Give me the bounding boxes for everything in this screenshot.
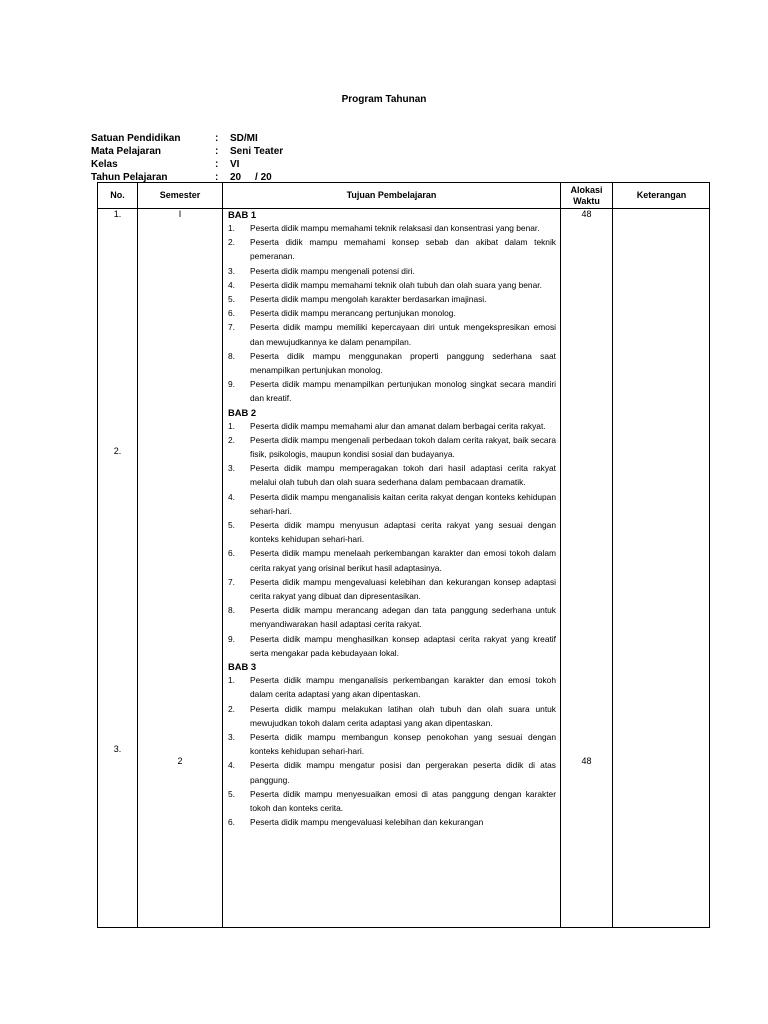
list-item [228, 575, 556, 603]
item-number: 8. [228, 350, 235, 361]
list-item [228, 349, 556, 377]
item-number: 5. [228, 294, 235, 305]
item-number: 4. [228, 491, 235, 502]
list-item [228, 235, 556, 263]
list-item [228, 278, 556, 292]
item-number: 6. [228, 308, 235, 319]
item-text: Peserta didik mampu mengenali potensi diri. [250, 265, 415, 276]
bab-heading: BAB 3 [228, 661, 257, 673]
document-meta [91, 132, 283, 184]
item-number: 7. [228, 322, 235, 333]
list-item [228, 461, 556, 489]
item-text: Peserta didik mampu melakukan latihan olah tubuh dan olah suara untuk mewujudkan tokoh dalam cerita adaptasi yang akan dipentaskan. [250, 703, 556, 728]
item-number: 3. [228, 463, 235, 474]
item-number: 5. [228, 520, 235, 531]
header-semester: Semester [159, 190, 201, 200]
list-item [228, 292, 556, 306]
item-number: 1. [228, 420, 235, 431]
item-text: Peserta didik mampu memperagakan tokoh dari hasil adaptasi cerita rakyat melalui olah tubuh dan olah suara sederhana dalam pembacaan dramatik. [250, 463, 556, 488]
item-number: 9. [228, 379, 235, 390]
meta-colon: : [215, 146, 219, 157]
item-number: 3. [228, 265, 235, 276]
item-text: Peserta didik mampu memahami teknik relaksasi dan konsentrasi yang benar. [250, 223, 540, 233]
header-no: No. [110, 190, 125, 200]
item-text: Peserta didik mampu menyesuaikan emosi di atas panggung dengan karakter tokoh dan konteks cerita. [250, 788, 556, 813]
item-number: 7. [228, 576, 235, 587]
list-item [228, 419, 556, 433]
meta-row-kelas [91, 158, 283, 171]
list-item [228, 320, 556, 348]
item-number: 2. [228, 434, 235, 445]
item-number: 6. [228, 548, 235, 559]
item-text: Peserta didik mampu mengenali perbedaan tokoh dalam cerita rakyat, baik secara fisik, psikologis, maupun kondisi sosial dan budayanya. [250, 434, 556, 460]
meta-value: VI [230, 159, 240, 170]
list-item [228, 518, 556, 546]
item-number: 4. [228, 279, 235, 290]
item-text: Peserta didik mampu membangun konsep penokohan yang sesuai dengan konteks kehidupan sehari-hari. [250, 731, 556, 757]
item-text: Peserta didik mampu menghasilkan konsep adaptasi cerita rakyat yang kreatif serta mengakar pada kebudayaan lokal. [250, 633, 556, 658]
meta-row-mapel [91, 145, 283, 158]
list-item [228, 815, 556, 829]
header-tujuan: Tujuan Pembelajaran [346, 190, 437, 200]
item-text: Peserta didik mampu mengevaluasi kelebihan dan kekurangan konsep adaptasi cerita rakyat yang dibuat dan dipresentasikan. [250, 576, 556, 602]
item-text: Peserta didik mampu merancang pertunjukan monolog. [250, 308, 456, 319]
item-number: 8. [228, 605, 235, 616]
list-item [228, 433, 556, 461]
column-divider [222, 183, 223, 927]
item-text: Peserta didik mampu memiliki kepercayaan diri untuk mengekspresikan emosi dan mewujudkannya ke dalam penampilan. [250, 322, 556, 347]
item-text: Peserta didik mampu menganalisis kaitan cerita rakyat dengan konteks kehidupan sehari-hari. [250, 491, 556, 516]
meta-value: SD/MI [230, 133, 258, 144]
list-item [228, 758, 556, 786]
item-number: 9. [228, 633, 235, 644]
list-item [228, 377, 556, 405]
list-item [228, 632, 556, 660]
list-item [228, 221, 556, 235]
meta-colon: : [215, 159, 219, 170]
header-alokasi: Alokasi Waktu [570, 184, 603, 206]
item-text: Peserta didik mampu memahami teknik olah tubuh dan olah suara yang benar. [250, 279, 542, 290]
item-number: 2. [228, 237, 235, 248]
item-text: Peserta didik mampu menampilkan pertunjukan monolog singkat secara mandiri dan kreatif. [250, 379, 556, 404]
row-number: 2. [113, 446, 122, 456]
meta-colon: : [215, 172, 219, 183]
meta-label: Kelas [91, 159, 118, 170]
item-number: 1. [228, 675, 235, 686]
item-text: Peserta didik mampu merancang adegan dan tata panggung sederhana untuk menyandiwarakan hasil adaptasi cerita rakyat. [250, 605, 556, 630]
column-divider [560, 183, 561, 927]
item-text: Peserta didik mampu mengatur posisi dan pergerakan peserta didik di atas panggung. [250, 760, 556, 785]
item-text: Peserta didik mampu menggunakan properti panggung sederhana saat menampilkan pertunjukan monolog. [250, 350, 556, 376]
row-number: 3. [113, 744, 122, 754]
item-number: 1. [228, 223, 235, 233]
item-text: Peserta didik mampu menelaah perkembangan karakter dan emosi tokoh dalam cerita rakyat yang orisinal berikut hasil adaptasinya. [250, 548, 556, 573]
header-keterangan: Keterangan [636, 190, 687, 200]
item-text: Peserta didik mampu menyusun adaptasi cerita rakyat yang sesuai dengan konteks kehidupan sehari-hari. [250, 520, 556, 545]
column-divider [612, 183, 613, 927]
bab-heading: BAB 2 [228, 406, 257, 418]
alokasi-value: 48 [581, 756, 592, 766]
tujuan-column [228, 208, 556, 829]
meta-label: Satuan Pendidikan [91, 133, 181, 144]
item-text: Peserta didik mampu mengolah karakter berdasarkan imajinasi. [250, 294, 487, 305]
meta-label: Tahun Pelajaran [91, 172, 168, 183]
list-item [228, 264, 556, 278]
list-item [228, 490, 556, 518]
item-text: Peserta didik mampu memahami konsep sebab dan akibat dalam teknik pemeranan. [250, 237, 556, 262]
alokasi-value: 48 [581, 209, 592, 219]
list-item [228, 546, 556, 574]
semester-value: 2 [177, 756, 183, 766]
page-title: Program Tahunan [341, 94, 427, 105]
item-number: 5. [228, 788, 235, 799]
list-item [228, 603, 556, 631]
list-item [228, 306, 556, 320]
meta-label: Mata Pelajaran [91, 146, 162, 157]
item-text: Peserta didik mampu mengevaluasi kelebihan dan kekurangan [250, 817, 484, 828]
item-number: 3. [228, 731, 235, 742]
item-number: 6. [228, 817, 235, 828]
semester-value: I [178, 209, 182, 219]
list-item [228, 787, 556, 815]
row-number: 1. [113, 209, 122, 219]
bab-heading: BAB 1 [228, 209, 257, 220]
item-text: Peserta didik mampu menganalisis perkembangan karakter dan emosi tokoh dalam cerita adaptasi yang akan dipentaskan. [250, 675, 556, 700]
item-text: Peserta didik mampu memahami alur dan amanat dalam berbagai cerita rakyat. [250, 420, 546, 431]
meta-colon: : [215, 133, 219, 144]
list-item [228, 730, 556, 758]
meta-value: Seni Teater [230, 146, 284, 157]
item-number: 4. [228, 760, 235, 771]
column-divider [137, 183, 138, 927]
item-number: 2. [228, 703, 235, 714]
list-item [228, 673, 556, 701]
list-item [228, 702, 556, 730]
meta-row-satuan [91, 132, 283, 145]
meta-value: 20 / 20 [230, 172, 272, 183]
